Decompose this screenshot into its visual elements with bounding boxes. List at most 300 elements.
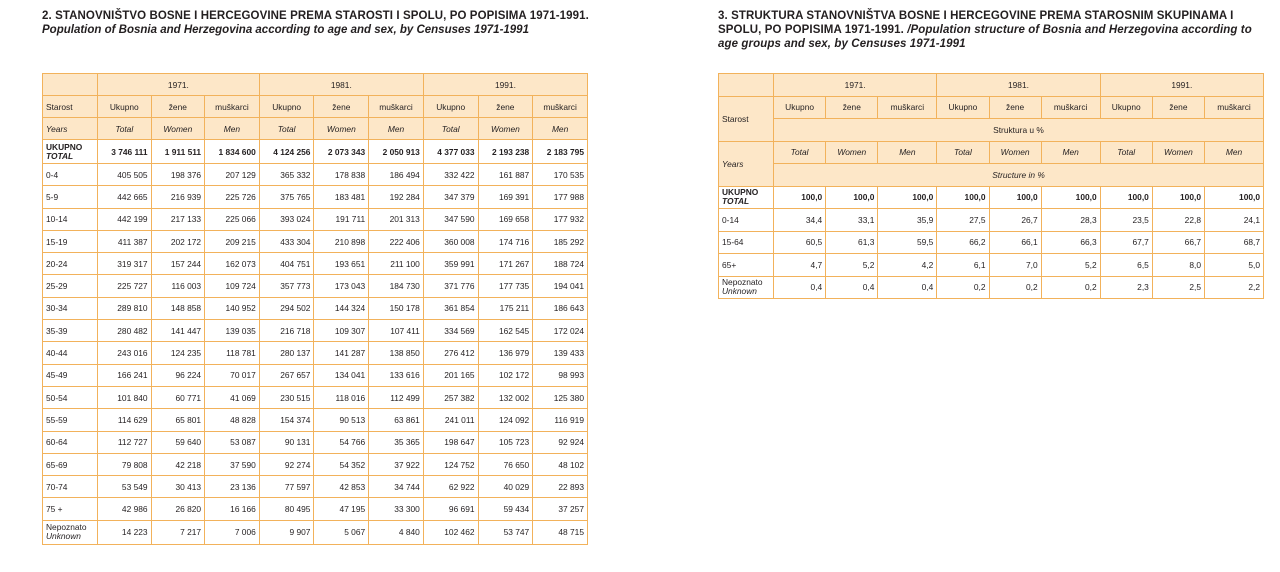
age-group-rows: [719, 209, 1264, 277]
cell: 102 462: [423, 520, 478, 544]
cell: 371 776: [423, 275, 478, 297]
cell: 177 932: [533, 208, 588, 230]
row-label: 45-49: [43, 364, 98, 386]
cell: 100,0: [1152, 186, 1204, 209]
cell: 393 024: [259, 208, 314, 230]
cell: 347 379: [423, 186, 478, 208]
cell: 80 495: [259, 498, 314, 520]
cell: 209 215: [205, 230, 260, 252]
row-label: 15-19: [43, 230, 98, 252]
cell: 198 376: [151, 164, 205, 186]
structure-label: Struktura u %: [774, 119, 1264, 142]
cell: 35,9: [878, 209, 937, 232]
sub-header: muškarci: [1041, 96, 1100, 119]
cell: 186 494: [369, 164, 424, 186]
cell: 112 727: [98, 431, 152, 453]
row-label: 0-14: [719, 209, 774, 232]
cell: 188 724: [533, 253, 588, 275]
year-header: 1991.: [1100, 74, 1263, 97]
cell: 54 352: [314, 453, 369, 475]
row-label: 50-54: [43, 386, 98, 408]
cell: 280 137: [259, 342, 314, 364]
cell: 4 124 256: [259, 140, 314, 164]
cell: 172 024: [533, 320, 588, 342]
sub-header-en: Total: [98, 118, 152, 140]
cell: 171 267: [478, 253, 533, 275]
table-row: [43, 275, 588, 297]
table2-heading: [42, 9, 642, 37]
cell: 133 616: [369, 364, 424, 386]
cell: 375 765: [259, 186, 314, 208]
cell: 5 067: [314, 520, 369, 544]
row-label: 65+: [719, 254, 774, 277]
sub-header-en: Men: [878, 141, 937, 164]
row-label: 5-9: [43, 186, 98, 208]
cell: 92 924: [533, 431, 588, 453]
cell: 105 723: [478, 431, 533, 453]
sub-header: žene: [151, 96, 205, 118]
cell: 7 006: [205, 520, 260, 544]
cell: 280 482: [98, 320, 152, 342]
cell: 61,3: [826, 231, 878, 254]
cell: 202 172: [151, 230, 205, 252]
cell: 442 665: [98, 186, 152, 208]
cell: 294 502: [259, 297, 314, 319]
cell: 100,0: [1204, 186, 1263, 209]
table-row: [43, 186, 588, 208]
cell: 161 887: [478, 164, 533, 186]
sub-header: muškarci: [533, 96, 588, 118]
cell: 30 413: [151, 476, 205, 498]
cell: 2,3: [1100, 276, 1152, 299]
sub-header-en: Men: [205, 118, 260, 140]
cell: 442 199: [98, 208, 152, 230]
cell: 4,7: [774, 254, 826, 277]
cell: 100,0: [826, 186, 878, 209]
age-column-label-en: Years: [719, 141, 774, 186]
cell: 76 650: [478, 453, 533, 475]
cell: 116 919: [533, 409, 588, 431]
table-row: [719, 209, 1264, 232]
cell: 48 828: [205, 409, 260, 431]
cell: 3 746 111: [98, 140, 152, 164]
cell: 27,5: [937, 209, 989, 232]
table-row: [43, 409, 588, 431]
population-structure-table: [718, 73, 1264, 299]
cell: 405 505: [98, 164, 152, 186]
cell: 66,3: [1041, 231, 1100, 254]
cell: 138 850: [369, 342, 424, 364]
cell: 125 380: [533, 386, 588, 408]
sub-header-row-local: [719, 96, 1264, 119]
cell: 186 643: [533, 297, 588, 319]
cell: 100,0: [774, 186, 826, 209]
sub-header: Ukupno: [1100, 96, 1152, 119]
sub-header-en: Total: [423, 118, 478, 140]
cell: 1 911 511: [151, 140, 205, 164]
sub-header: muškarci: [369, 96, 424, 118]
cell: 157 244: [151, 253, 205, 275]
cell: 67,7: [1100, 231, 1152, 254]
sub-header: muškarci: [878, 96, 937, 119]
row-label: Nepoznato Unknown: [719, 276, 774, 299]
year-header: 1991.: [423, 74, 587, 96]
table-row: [719, 254, 1264, 277]
table-row: [43, 320, 588, 342]
sub-header: Ukupno: [774, 96, 826, 119]
cell: 2 193 238: [478, 140, 533, 164]
cell: 222 406: [369, 230, 424, 252]
cell: 198 647: [423, 431, 478, 453]
cell: 404 751: [259, 253, 314, 275]
cell: 0,4: [826, 276, 878, 299]
cell: 34,4: [774, 209, 826, 232]
cell: 59,5: [878, 231, 937, 254]
cell: 35 365: [369, 431, 424, 453]
cell: 2,2: [1204, 276, 1263, 299]
cell: 48 715: [533, 520, 588, 544]
cell: 216 939: [151, 186, 205, 208]
cell: 60 771: [151, 386, 205, 408]
cell: 0,4: [774, 276, 826, 299]
cell: 2 050 913: [369, 140, 424, 164]
cell: 185 292: [533, 230, 588, 252]
cell: 210 898: [314, 230, 369, 252]
table-row: [43, 253, 588, 275]
cell: 148 858: [151, 297, 205, 319]
cell: 112 499: [369, 386, 424, 408]
cell: 62 922: [423, 476, 478, 498]
sub-header: muškarci: [205, 96, 260, 118]
age-column-label: Starost: [719, 96, 774, 141]
cell: 53 549: [98, 476, 152, 498]
cell: 174 716: [478, 230, 533, 252]
row-label: 75 +: [43, 498, 98, 520]
cell: 5,0: [1204, 254, 1263, 277]
cell: 28,3: [1041, 209, 1100, 232]
year-header: 1981.: [937, 74, 1100, 97]
cell: 33,1: [826, 209, 878, 232]
cell: 66,2: [937, 231, 989, 254]
row-label: 70-74: [43, 476, 98, 498]
age-column-label: Starost: [43, 96, 98, 118]
cell: 65 801: [151, 409, 205, 431]
cell: 136 979: [478, 342, 533, 364]
cell: 332 422: [423, 164, 478, 186]
cell: 334 569: [423, 320, 478, 342]
cell: 359 991: [423, 253, 478, 275]
cell: 360 008: [423, 230, 478, 252]
cell: 139 035: [205, 320, 260, 342]
cell: 365 332: [259, 164, 314, 186]
cell: 4 840: [369, 520, 424, 544]
table-row: [43, 498, 588, 520]
cell: 150 178: [369, 297, 424, 319]
sub-header-row-en: [43, 118, 588, 140]
cell: 7 217: [151, 520, 205, 544]
sub-header-en: Men: [1204, 141, 1263, 164]
cell: 77 597: [259, 476, 314, 498]
row-label: 65-69: [43, 453, 98, 475]
cell: 319 317: [98, 253, 152, 275]
cell: 68,7: [1204, 231, 1263, 254]
row-label: 60-64: [43, 431, 98, 453]
sub-header: Ukupno: [423, 96, 478, 118]
year-header-row: [719, 74, 1264, 97]
cell: 14 223: [98, 520, 152, 544]
sub-header-en: Total: [937, 141, 989, 164]
cell: 211 100: [369, 253, 424, 275]
row-label: 40-44: [43, 342, 98, 364]
cell: 241 011: [423, 409, 478, 431]
cell: 109 307: [314, 320, 369, 342]
cell: 53 087: [205, 431, 260, 453]
cell: 162 073: [205, 253, 260, 275]
cell: 132 002: [478, 386, 533, 408]
cell: 2 183 795: [533, 140, 588, 164]
population-by-age-table: [42, 73, 588, 545]
table3-title: 3. STRUKTURA STANOVNIŠTVA BOSNE I HERCEGOVINE PREMA STAROSNIM SKUPINAMA I SPOLU, PO POPISIMA 1971-1991.: [718, 10, 1234, 36]
table3-heading: [718, 9, 1274, 51]
cell: 433 304: [259, 230, 314, 252]
cell: 53 747: [478, 520, 533, 544]
row-label: 20-24: [43, 253, 98, 275]
cell: 102 172: [478, 364, 533, 386]
cell: 22 893: [533, 476, 588, 498]
cell: 134 041: [314, 364, 369, 386]
cell: 1 834 600: [205, 140, 260, 164]
cell: 100,0: [1041, 186, 1100, 209]
cell: 225 066: [205, 208, 260, 230]
cell: 26,7: [989, 209, 1041, 232]
cell: 124 235: [151, 342, 205, 364]
cell: 225 726: [205, 186, 260, 208]
row-label: 25-29: [43, 275, 98, 297]
table2-title: 2. STANOVNIŠTVO BOSNE I HERCEGOVINE PREMA STAROSTI I SPOLU, PO POPISIMA 1971-1991.: [42, 10, 589, 22]
cell: 141 287: [314, 342, 369, 364]
cell: 173 043: [314, 275, 369, 297]
row-label: Nepoznato Unknown: [43, 520, 98, 544]
cell: 124 092: [478, 409, 533, 431]
cell: 96 224: [151, 364, 205, 386]
cell: 116 003: [151, 275, 205, 297]
cell: 243 016: [98, 342, 152, 364]
cell: 140 952: [205, 297, 260, 319]
year-header-row: [43, 74, 588, 96]
cell: 0,4: [878, 276, 937, 299]
cell: 2 073 343: [314, 140, 369, 164]
cell: 48 102: [533, 453, 588, 475]
year-header: 1971.: [98, 74, 260, 96]
cell: 192 284: [369, 186, 424, 208]
cell: 23,5: [1100, 209, 1152, 232]
table-row: [43, 386, 588, 408]
cell: 63 861: [369, 409, 424, 431]
cell: 169 658: [478, 208, 533, 230]
cell: 90 131: [259, 431, 314, 453]
sub-header-en: Women: [478, 118, 533, 140]
cell: 47 195: [314, 498, 369, 520]
row-label: 10-14: [43, 208, 98, 230]
cell: 66,7: [1152, 231, 1204, 254]
table3-subtitle: /Population structure of Bosnia and Herzegovina according to age groups and sex, by Censuses 1971-1991: [718, 24, 1252, 50]
year-header: 1971.: [774, 74, 937, 97]
row-label: UKUPNO TOTAL: [43, 140, 98, 164]
cell: 361 854: [423, 297, 478, 319]
row-label: 30-34: [43, 297, 98, 319]
cell: 79 808: [98, 453, 152, 475]
cell: 23 136: [205, 476, 260, 498]
cell: 166 241: [98, 364, 152, 386]
sub-header-en: Women: [989, 141, 1041, 164]
sub-header: žene: [314, 96, 369, 118]
cell: 194 041: [533, 275, 588, 297]
cell: 66,1: [989, 231, 1041, 254]
cell: 37 922: [369, 453, 424, 475]
table-row: [43, 164, 588, 186]
cell: 98 993: [533, 364, 588, 386]
cell: 141 447: [151, 320, 205, 342]
cell: 54 766: [314, 431, 369, 453]
cell: 6,5: [1100, 254, 1152, 277]
cell: 90 513: [314, 409, 369, 431]
cell: 193 651: [314, 253, 369, 275]
cell: 201 313: [369, 208, 424, 230]
cell: 177 988: [533, 186, 588, 208]
cell: 34 744: [369, 476, 424, 498]
cell: 59 640: [151, 431, 205, 453]
cell: 100,0: [937, 186, 989, 209]
cell: 4,2: [878, 254, 937, 277]
unknown-row: [719, 276, 1264, 299]
cell: 2,5: [1152, 276, 1204, 299]
cell: 41 069: [205, 386, 260, 408]
cell: 225 727: [98, 275, 152, 297]
cell: 37 257: [533, 498, 588, 520]
sub-header-en: Women: [151, 118, 205, 140]
cell: 0,2: [937, 276, 989, 299]
structure-header-row-en: [719, 164, 1264, 187]
sub-header-en: Women: [314, 118, 369, 140]
cell: 5,2: [826, 254, 878, 277]
cell: 170 535: [533, 164, 588, 186]
cell: 118 781: [205, 342, 260, 364]
cell: 276 412: [423, 342, 478, 364]
structure-header-row: [719, 119, 1264, 142]
cell: 217 133: [151, 208, 205, 230]
cell: 0,2: [989, 276, 1041, 299]
sub-header-row-en: [719, 141, 1264, 164]
cell: 184 730: [369, 275, 424, 297]
cell: 289 810: [98, 297, 152, 319]
cell: 230 515: [259, 386, 314, 408]
sub-header-en: Women: [1152, 141, 1204, 164]
sub-header: Ukupno: [98, 96, 152, 118]
table-row: [43, 476, 588, 498]
sub-header-en: Men: [533, 118, 588, 140]
cell: 357 773: [259, 275, 314, 297]
sub-header: muškarci: [1204, 96, 1263, 119]
table-row: [43, 297, 588, 319]
row-label: 55-59: [43, 409, 98, 431]
sub-header: žene: [989, 96, 1041, 119]
cell: 24,1: [1204, 209, 1263, 232]
cell: 144 324: [314, 297, 369, 319]
cell: 9 907: [259, 520, 314, 544]
cell: 154 374: [259, 409, 314, 431]
sub-header-en: Total: [259, 118, 314, 140]
table-row: [43, 453, 588, 475]
row-label: UKUPNO TOTAL: [719, 186, 774, 209]
cell: 347 590: [423, 208, 478, 230]
cell: 162 545: [478, 320, 533, 342]
structure-label-en: Structure in %: [774, 164, 1264, 187]
sub-header-row-local: [43, 96, 588, 118]
cell: 26 820: [151, 498, 205, 520]
cell: 124 752: [423, 453, 478, 475]
cell: 267 657: [259, 364, 314, 386]
sub-header-en: Men: [369, 118, 424, 140]
sub-header: Ukupno: [259, 96, 314, 118]
cell: 37 590: [205, 453, 260, 475]
cell: 22,8: [1152, 209, 1204, 232]
age-rows: [43, 164, 588, 521]
cell: 33 300: [369, 498, 424, 520]
cell: 175 211: [478, 297, 533, 319]
table-row: [43, 208, 588, 230]
cell: 178 838: [314, 164, 369, 186]
sub-header-en: Total: [1100, 141, 1152, 164]
sub-header: Ukupno: [937, 96, 989, 119]
cell: 118 016: [314, 386, 369, 408]
cell: 40 029: [478, 476, 533, 498]
cell: 114 629: [98, 409, 152, 431]
cell: 169 391: [478, 186, 533, 208]
cell: 70 017: [205, 364, 260, 386]
table-row: [43, 364, 588, 386]
cell: 100,0: [1100, 186, 1152, 209]
cell: 109 724: [205, 275, 260, 297]
cell: 6,1: [937, 254, 989, 277]
age-column-label-en: Years: [43, 118, 98, 140]
cell: 4 377 033: [423, 140, 478, 164]
total-row: [43, 140, 588, 164]
cell: 96 691: [423, 498, 478, 520]
cell: 201 165: [423, 364, 478, 386]
table-row: [43, 431, 588, 453]
cell: 42 986: [98, 498, 152, 520]
cell: 16 166: [205, 498, 260, 520]
total-row: [719, 186, 1264, 209]
row-label: 0-4: [43, 164, 98, 186]
cell: 191 711: [314, 208, 369, 230]
cell: 107 411: [369, 320, 424, 342]
cell: 257 382: [423, 386, 478, 408]
table2-subtitle: Population of Bosnia and Herzegovina according to age and sex, by Censuses 1971-1991: [42, 24, 529, 36]
year-header: 1981.: [259, 74, 423, 96]
sub-header-en: Women: [826, 141, 878, 164]
sub-header-en: Total: [774, 141, 826, 164]
row-label: 15-64: [719, 231, 774, 254]
cell: 42 218: [151, 453, 205, 475]
cell: 60,5: [774, 231, 826, 254]
table-row: [719, 231, 1264, 254]
sub-header-en: Men: [1041, 141, 1100, 164]
cell: 207 129: [205, 164, 260, 186]
cell: 5,2: [1041, 254, 1100, 277]
cell: 183 481: [314, 186, 369, 208]
sub-header: žene: [826, 96, 878, 119]
